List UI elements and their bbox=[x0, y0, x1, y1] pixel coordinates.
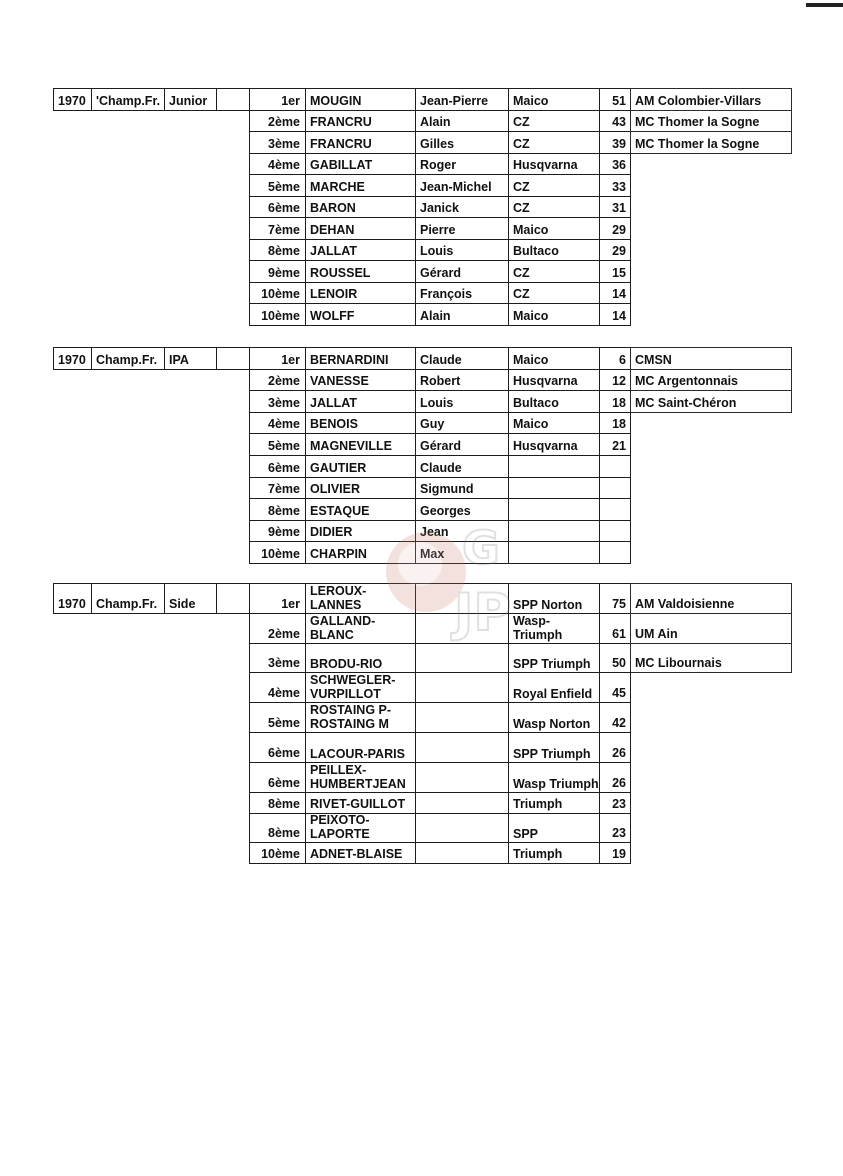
rider-name-cell: PEILLEX-HUMBERTJEAN bbox=[305, 762, 416, 793]
motorcycle-cell: Royal Enfield bbox=[508, 672, 600, 703]
rider-name-cell: PEIXOTO-LAPORTE bbox=[305, 813, 416, 843]
place-cell: 4ème bbox=[249, 672, 306, 703]
motorcycle-cell: Wasp Norton bbox=[508, 702, 600, 733]
club-cell: MC Thomer la Sogne bbox=[630, 131, 792, 154]
club-cell: CMSN bbox=[630, 347, 792, 370]
club-cell: UM Ain bbox=[630, 613, 792, 644]
rider-firstname-cell: Louis bbox=[415, 239, 509, 261]
rider-firstname-cell: Georges bbox=[415, 498, 509, 521]
place-cell: 9ème bbox=[249, 520, 306, 542]
rider-firstname-cell bbox=[415, 842, 509, 864]
rider-name-cell: ROUSSEL bbox=[305, 260, 416, 283]
section-year: 1970 bbox=[53, 347, 92, 370]
rider-name-cell: BENOIS bbox=[305, 412, 416, 434]
points-cell: 12 bbox=[599, 369, 631, 391]
club-cell: MC Thomer la Sogne bbox=[630, 110, 792, 132]
rider-name-cell: MOUGIN bbox=[305, 88, 416, 111]
motorcycle-cell: SPP Norton bbox=[508, 583, 600, 614]
rider-firstname-cell: Claude bbox=[415, 347, 509, 370]
section-year: 1970 bbox=[53, 88, 92, 111]
place-cell: 6ème bbox=[249, 762, 306, 793]
rider-name-cell: GABILLAT bbox=[305, 153, 416, 175]
points-cell: 18 bbox=[599, 412, 631, 434]
motorcycle-cell: Maico bbox=[508, 412, 600, 434]
rider-name-cell: LACOUR-PARIS bbox=[305, 732, 416, 763]
motorcycle-cell: Maico bbox=[508, 88, 600, 111]
points-cell: 29 bbox=[599, 239, 631, 261]
motorcycle-cell bbox=[508, 541, 600, 564]
club-cell: AM Valdoisienne bbox=[630, 583, 792, 614]
rider-name-cell: BARON bbox=[305, 196, 416, 218]
place-cell: 6ème bbox=[249, 196, 306, 218]
rider-firstname-cell: Pierre bbox=[415, 217, 509, 240]
place-cell: 2ème bbox=[249, 613, 306, 644]
place-cell: 3ème bbox=[249, 643, 306, 673]
place-cell: 10ème bbox=[249, 282, 306, 304]
points-cell: 50 bbox=[599, 643, 631, 673]
place-cell: 7ème bbox=[249, 477, 306, 499]
motorcycle-cell: CZ bbox=[508, 196, 600, 218]
points-cell bbox=[599, 455, 631, 478]
rider-firstname-cell: Sigmund bbox=[415, 477, 509, 499]
place-cell: 5ème bbox=[249, 433, 306, 456]
points-cell: 31 bbox=[599, 196, 631, 218]
rider-firstname-cell: Claude bbox=[415, 455, 509, 478]
place-cell: 8ème bbox=[249, 813, 306, 843]
section-championship: 'Champ.Fr. bbox=[91, 88, 165, 111]
rider-firstname-cell: Roger bbox=[415, 153, 509, 175]
rider-firstname-cell bbox=[415, 672, 509, 703]
section-category: Side bbox=[164, 583, 217, 614]
place-cell: 10ème bbox=[249, 303, 306, 326]
section-championship: Champ.Fr. bbox=[91, 347, 165, 370]
rider-name-cell: CHARPIN bbox=[305, 541, 416, 564]
scan-edge-mark bbox=[806, 3, 843, 7]
club-cell: MC Saint-Chéron bbox=[630, 390, 792, 413]
rider-firstname-cell: Gilles bbox=[415, 131, 509, 154]
motorcycle-cell: SPP Triumph bbox=[508, 732, 600, 763]
section-spacer-cell bbox=[216, 347, 250, 370]
motorcycle-cell: Husqvarna bbox=[508, 433, 600, 456]
place-cell: 6ème bbox=[249, 732, 306, 763]
place-cell: 4ème bbox=[249, 412, 306, 434]
place-cell: 5ème bbox=[249, 174, 306, 197]
rider-name-cell: ADNET-BLAISE bbox=[305, 842, 416, 864]
motorcycle-cell: Maico bbox=[508, 303, 600, 326]
rider-firstname-cell bbox=[415, 762, 509, 793]
points-cell: 43 bbox=[599, 110, 631, 132]
rider-firstname-cell: Jean-Pierre bbox=[415, 88, 509, 111]
points-cell bbox=[599, 541, 631, 564]
club-cell: AM Colombier-Villars bbox=[630, 88, 792, 111]
place-cell: 8ème bbox=[249, 239, 306, 261]
rider-firstname-cell: Gérard bbox=[415, 260, 509, 283]
rider-name-cell: LEROUX-LANNES bbox=[305, 583, 416, 614]
place-cell: 4ème bbox=[249, 153, 306, 175]
rider-firstname-cell: Jean bbox=[415, 520, 509, 542]
points-cell: 23 bbox=[599, 813, 631, 843]
rider-firstname-cell bbox=[415, 613, 509, 644]
section-year: 1970 bbox=[53, 583, 92, 614]
place-cell: 10ème bbox=[249, 541, 306, 564]
rider-name-cell: JALLAT bbox=[305, 390, 416, 413]
rider-name-cell: WOLFF bbox=[305, 303, 416, 326]
rider-firstname-cell bbox=[415, 792, 509, 814]
rider-firstname-cell: Janick bbox=[415, 196, 509, 218]
section-category: Junior bbox=[164, 88, 217, 111]
section-spacer-cell bbox=[216, 88, 250, 111]
place-cell: 7ème bbox=[249, 217, 306, 240]
rider-name-cell: OLIVIER bbox=[305, 477, 416, 499]
motorcycle-cell: CZ bbox=[508, 260, 600, 283]
place-cell: 1er bbox=[249, 88, 306, 111]
svg-text:G: G bbox=[462, 521, 500, 575]
motorcycle-cell: Maico bbox=[508, 347, 600, 370]
motorcycle-cell: Bultaco bbox=[508, 239, 600, 261]
rider-name-cell: LENOIR bbox=[305, 282, 416, 304]
points-cell: 19 bbox=[599, 842, 631, 864]
club-cell: MC Argentonnais bbox=[630, 369, 792, 391]
motorcycle-cell: Husqvarna bbox=[508, 153, 600, 175]
points-cell: 18 bbox=[599, 390, 631, 413]
points-cell: 26 bbox=[599, 732, 631, 763]
points-cell: 23 bbox=[599, 792, 631, 814]
place-cell: 3ème bbox=[249, 131, 306, 154]
rider-firstname-cell bbox=[415, 732, 509, 763]
motorcycle-cell: SPP Triumph bbox=[508, 643, 600, 673]
rider-firstname-cell: Max bbox=[415, 541, 509, 564]
rider-name-cell: RIVET-GUILLOT bbox=[305, 792, 416, 814]
rider-name-cell: BERNARDINI bbox=[305, 347, 416, 370]
motorcycle-cell: Maico bbox=[508, 217, 600, 240]
points-cell: 15 bbox=[599, 260, 631, 283]
motorcycle-cell: CZ bbox=[508, 110, 600, 132]
place-cell: 2ème bbox=[249, 369, 306, 391]
rider-firstname-cell: Guy bbox=[415, 412, 509, 434]
place-cell: 1er bbox=[249, 347, 306, 370]
points-cell: 75 bbox=[599, 583, 631, 614]
rider-name-cell: BRODU-RIO bbox=[305, 643, 416, 673]
motorcycle-cell: CZ bbox=[508, 174, 600, 197]
place-cell: 8ème bbox=[249, 792, 306, 814]
motorcycle-cell: Triumph bbox=[508, 792, 600, 814]
motorcycle-cell: SPP bbox=[508, 813, 600, 843]
motorcycle-cell bbox=[508, 477, 600, 499]
rider-firstname-cell: Jean-Michel bbox=[415, 174, 509, 197]
rider-name-cell: MAGNEVILLE bbox=[305, 433, 416, 456]
points-cell bbox=[599, 520, 631, 542]
rider-name-cell: GAUTIER bbox=[305, 455, 416, 478]
rider-name-cell: SCHWEGLER-VURPILLOT bbox=[305, 672, 416, 703]
rider-firstname-cell: Robert bbox=[415, 369, 509, 391]
points-cell: 29 bbox=[599, 217, 631, 240]
motorcycle-cell: Triumph bbox=[508, 842, 600, 864]
motorcycle-cell bbox=[508, 455, 600, 478]
place-cell: 3ème bbox=[249, 390, 306, 413]
points-cell: 6 bbox=[599, 347, 631, 370]
points-cell: 26 bbox=[599, 762, 631, 793]
club-cell: MC Libournais bbox=[630, 643, 792, 673]
points-cell: 36 bbox=[599, 153, 631, 175]
motorcycle-cell bbox=[508, 498, 600, 521]
motorcycle-cell: CZ bbox=[508, 282, 600, 304]
place-cell: 10ème bbox=[249, 842, 306, 864]
points-cell: 51 bbox=[599, 88, 631, 111]
points-cell: 21 bbox=[599, 433, 631, 456]
rider-firstname-cell: Gérard bbox=[415, 433, 509, 456]
svg-text:JP: JP bbox=[454, 583, 512, 643]
place-cell: 5ème bbox=[249, 702, 306, 733]
rider-firstname-cell bbox=[415, 702, 509, 733]
place-cell: 9ème bbox=[249, 260, 306, 283]
rider-firstname-cell: Louis bbox=[415, 390, 509, 413]
points-cell bbox=[599, 498, 631, 521]
rider-firstname-cell: Alain bbox=[415, 303, 509, 326]
points-cell: 61 bbox=[599, 613, 631, 644]
rider-name-cell: FRANCRU bbox=[305, 131, 416, 154]
motorcycle-cell: Wasp-Triumph bbox=[508, 613, 600, 644]
place-cell: 6ème bbox=[249, 455, 306, 478]
points-cell: 39 bbox=[599, 131, 631, 154]
rider-name-cell: FRANCRU bbox=[305, 110, 416, 132]
rider-name-cell: DIDIER bbox=[305, 520, 416, 542]
rider-firstname-cell: Alain bbox=[415, 110, 509, 132]
place-cell: 8ème bbox=[249, 498, 306, 521]
motorcycle-cell: Wasp Triumph bbox=[508, 762, 600, 793]
rider-firstname-cell: François bbox=[415, 282, 509, 304]
rider-firstname-cell bbox=[415, 643, 509, 673]
motorcycle-cell: Bultaco bbox=[508, 390, 600, 413]
points-cell: 14 bbox=[599, 282, 631, 304]
place-cell: 2ème bbox=[249, 110, 306, 132]
points-cell: 14 bbox=[599, 303, 631, 326]
motorcycle-cell: CZ bbox=[508, 131, 600, 154]
rider-name-cell: MARCHE bbox=[305, 174, 416, 197]
rider-name-cell: VANESSE bbox=[305, 369, 416, 391]
place-cell: 1er bbox=[249, 583, 306, 614]
motorcycle-cell bbox=[508, 520, 600, 542]
rider-name-cell: ESTAQUE bbox=[305, 498, 416, 521]
section-championship: Champ.Fr. bbox=[91, 583, 165, 614]
section-category: IPA bbox=[164, 347, 217, 370]
points-cell bbox=[599, 477, 631, 499]
rider-firstname-cell bbox=[415, 813, 509, 843]
motorcycle-cell: Husqvarna bbox=[508, 369, 600, 391]
rider-name-cell: GALLAND-BLANC bbox=[305, 613, 416, 644]
rider-firstname-cell bbox=[415, 583, 509, 614]
rider-name-cell: ROSTAING P-ROSTAING M bbox=[305, 702, 416, 733]
points-cell: 33 bbox=[599, 174, 631, 197]
rider-name-cell: JALLAT bbox=[305, 239, 416, 261]
points-cell: 42 bbox=[599, 702, 631, 733]
rider-name-cell: DEHAN bbox=[305, 217, 416, 240]
points-cell: 45 bbox=[599, 672, 631, 703]
section-spacer-cell bbox=[216, 583, 250, 614]
